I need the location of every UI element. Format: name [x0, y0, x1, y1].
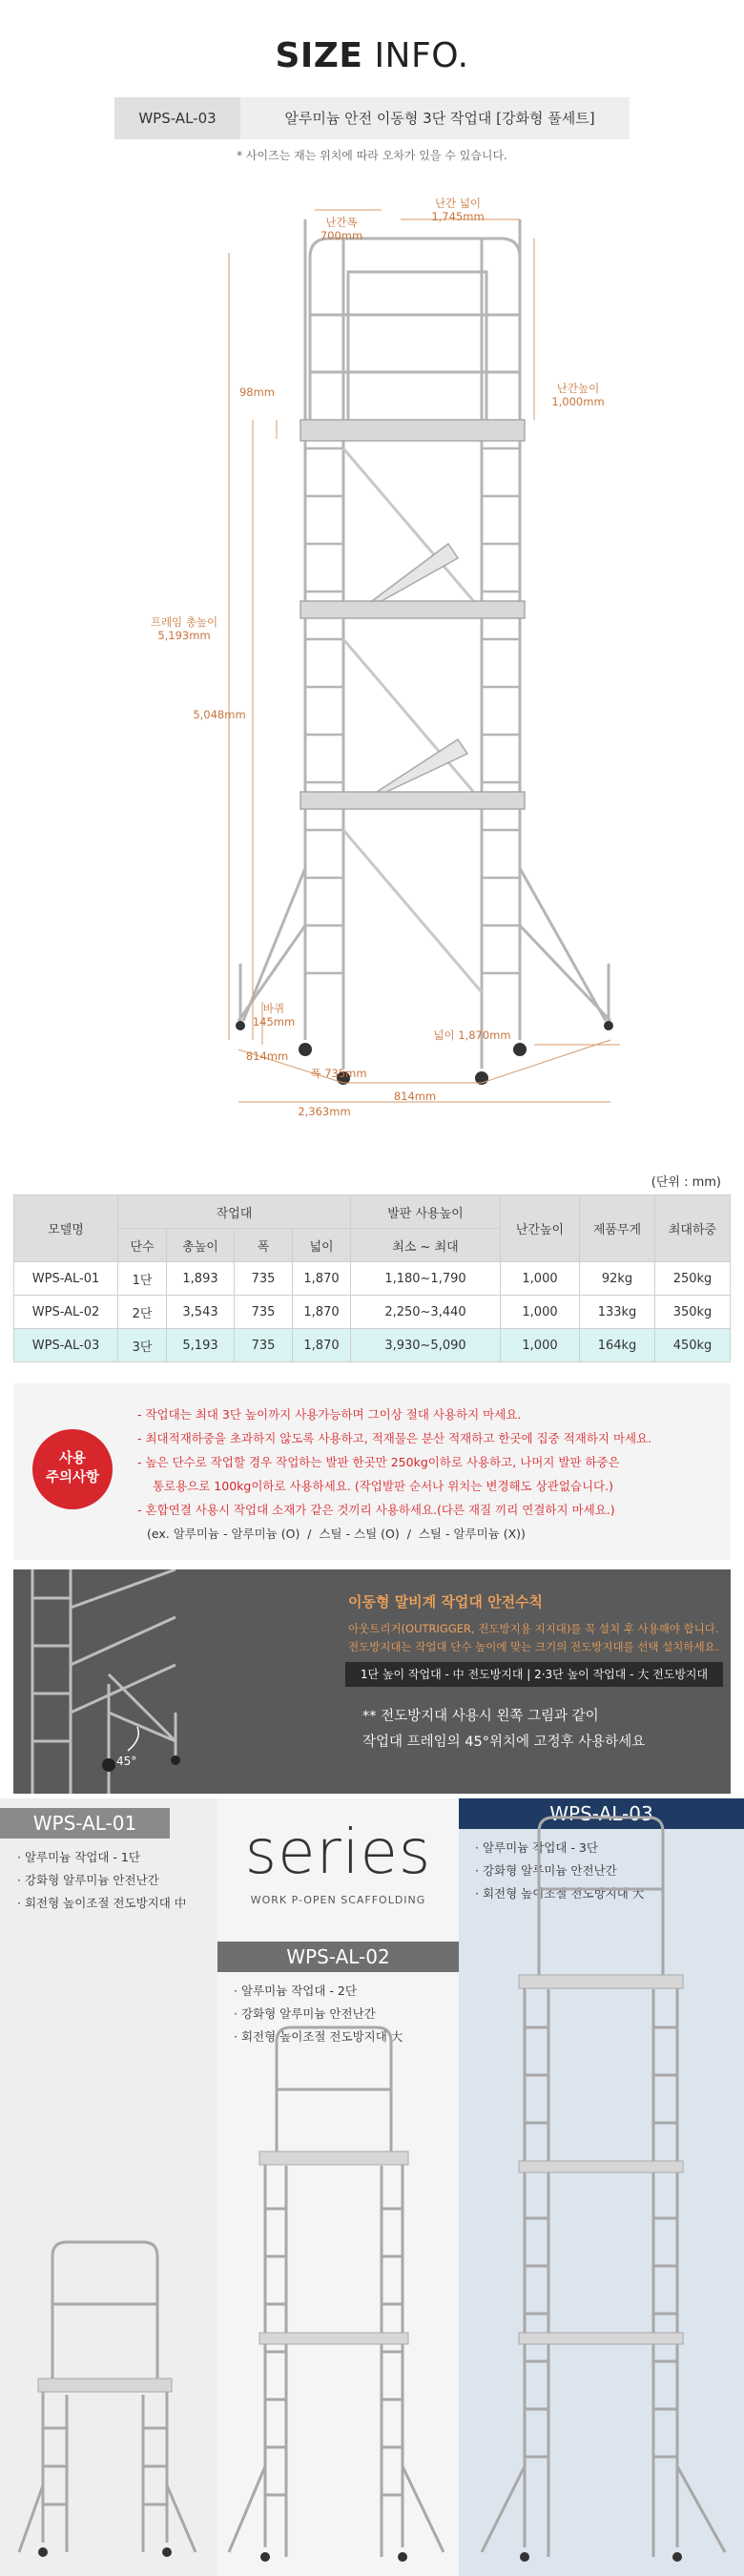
dim-left-out: 814mm — [245, 1049, 289, 1063]
dim-top-offset: 98mm — [238, 385, 275, 399]
warning-line: - 작업대는 최대 3단 높이까지 사용가능하며 그이상 절대 사용하지 마세요. — [137, 1407, 522, 1422]
th-step: 발판 사용높이 — [351, 1195, 501, 1229]
model-code: WPS-AL-03 — [114, 97, 240, 139]
th-width: 폭 — [235, 1229, 293, 1262]
th-load: 최대하중 — [655, 1195, 731, 1262]
scaffold-diagram — [0, 181, 744, 1145]
safety-description: 아웃트리거(OUTRIGGER, 전도방지용 지지대)를 꼭 설치 후 사용해야 합니다. 전도방지대는 작업대 단수 높이에 맞는 크기의 전도방지대를 선택 설치하세요. — [348, 1622, 719, 1653]
dim-wheel: 바퀴 145mm — [252, 1002, 296, 1029]
scaffold-1tier — [19, 2242, 196, 2552]
series-illustrations — [0, 1798, 744, 2576]
th-weight: 제품무게 — [580, 1195, 655, 1262]
warning-line: - 혼합연결 사용시 작업대 소재가 같은 것끼리 사용하세요.(다른 재질 끼리 연결하지 마세요.) — [137, 1503, 615, 1517]
th-min-max: 최소 ~ 최대 — [351, 1229, 501, 1262]
warning-badge: 사용 주의사항 — [32, 1429, 113, 1509]
model-description: 알루미늄 안전 이동형 3단 작업대 [강화형 풀세트] — [284, 110, 595, 127]
warning-line: - 최대적재하중을 초과하지 않도록 사용하고, 적재물은 분산 적재하고 한곳에 집중 적재하지 마세요. — [137, 1431, 652, 1445]
series-tag-03: WPS-AL-03 — [459, 1798, 744, 1829]
platforms — [300, 420, 525, 809]
th-tier: 단수 — [118, 1229, 167, 1262]
series-title: series — [244, 1818, 432, 1888]
dim-width: 폭 735mm — [310, 1067, 367, 1080]
dim-span: 넓이 1,870mm — [433, 1028, 511, 1042]
outrigger-diagram — [13, 1569, 338, 1794]
series-tag-02: WPS-AL-02 — [217, 1942, 459, 1972]
table-row-highlighted: WPS-AL-03 3단 5,193 735 1,870 3,930~5,090 1,000 164kg 450kg — [14, 1329, 731, 1362]
safety-title: 이동형 말비계 작업대 안전수칙 — [348, 1593, 544, 1610]
warning-line: - 높은 단수로 작업할 경우 작업하는 발판 한곳만 250kg이하로 사용하고, 나머지 발판 하중은 — [137, 1455, 620, 1469]
scaffold-frame — [238, 219, 610, 1069]
th-rail: 난간높이 — [501, 1195, 580, 1262]
scaffold-3tier — [482, 1818, 725, 2557]
warning-list — [137, 1402, 719, 1546]
th-total-height: 총높이 — [167, 1229, 235, 1262]
warning-line: 통로용으로 100kg이하로 사용하세요. (작업발판 순서나 위치는 변경해도 상관없습니다.) — [145, 1479, 613, 1493]
table-row: WPS-AL-02 2단 3,543 735 1,870 2,250~3,440 1,000 133kg 350kg — [14, 1296, 731, 1329]
dim-rail-width: 난간폭 700mm — [320, 216, 363, 243]
th-model: 모델명 — [14, 1195, 118, 1262]
angle-label: 45° — [116, 1755, 137, 1768]
dim-right-out: 814mm — [393, 1090, 437, 1103]
dim-rail-length: 난간 넓이 1,745mm — [431, 197, 485, 224]
dim-rail-height: 난간높이 1,000mm — [551, 382, 605, 409]
table-row: WPS-AL-01 1단 1,893 735 1,870 1,180~1,790 1,000 92kg 250kg — [14, 1262, 731, 1296]
series-list-03: · 알루미늄 작업대 - 3단 · 강화형 알루미늄 안전난간 · 회전형 높이조절 전도방지대 大 — [475, 1840, 645, 1901]
safety-size-bar: 1단 높이 작업대 - 中 전도방지대 | 2·3단 높이 작업대 - 大 전도방지대 — [345, 1662, 723, 1687]
unit-label: (단위 : mm) — [651, 1175, 721, 1190]
safety-footnote: ** 전도방지대 사용시 왼쪽 그림과 같이 작업대 프레임의 45°위치에 고정후 사용하세요 — [362, 1709, 646, 1750]
th-length: 넓이 — [293, 1229, 351, 1262]
size-note: * 사이즈는 재는 위치에 따라 오차가 있을 수 있습니다. — [237, 149, 507, 162]
series-list-01: · 알루미늄 작업대 - 1단 · 강화형 알루미늄 안전난간 · 회전형 높이조절 전도방지대 中 — [17, 1850, 187, 1910]
dim-total-base: 2,363mm — [298, 1105, 351, 1118]
scaffold-2tier — [229, 2027, 444, 2557]
series-tag-01: WPS-AL-01 — [0, 1808, 170, 1839]
page-title: SIZE INFO. — [275, 36, 469, 75]
series-list-02: · 알루미늄 작업대 - 2단 · 강화형 알루미늄 안전난간 · 회전형 높이조절 전도방지대 大 — [234, 1984, 403, 2044]
warning-example: (ex. 알루미늄 - 알루미늄 (O) / 스틸 - 스틸 (O) / 스틸 - 알루미늄 (X)) — [147, 1527, 526, 1541]
series-subtitle: WORK P-OPEN SCAFFOLDING — [250, 1894, 426, 1906]
dim-mid-height: 5,048mm — [193, 708, 246, 721]
dim-frame-height: 프레임 총높이 5,193mm — [150, 615, 218, 643]
spec-table — [13, 1195, 731, 1362]
th-platform: 작업대 — [118, 1195, 351, 1229]
